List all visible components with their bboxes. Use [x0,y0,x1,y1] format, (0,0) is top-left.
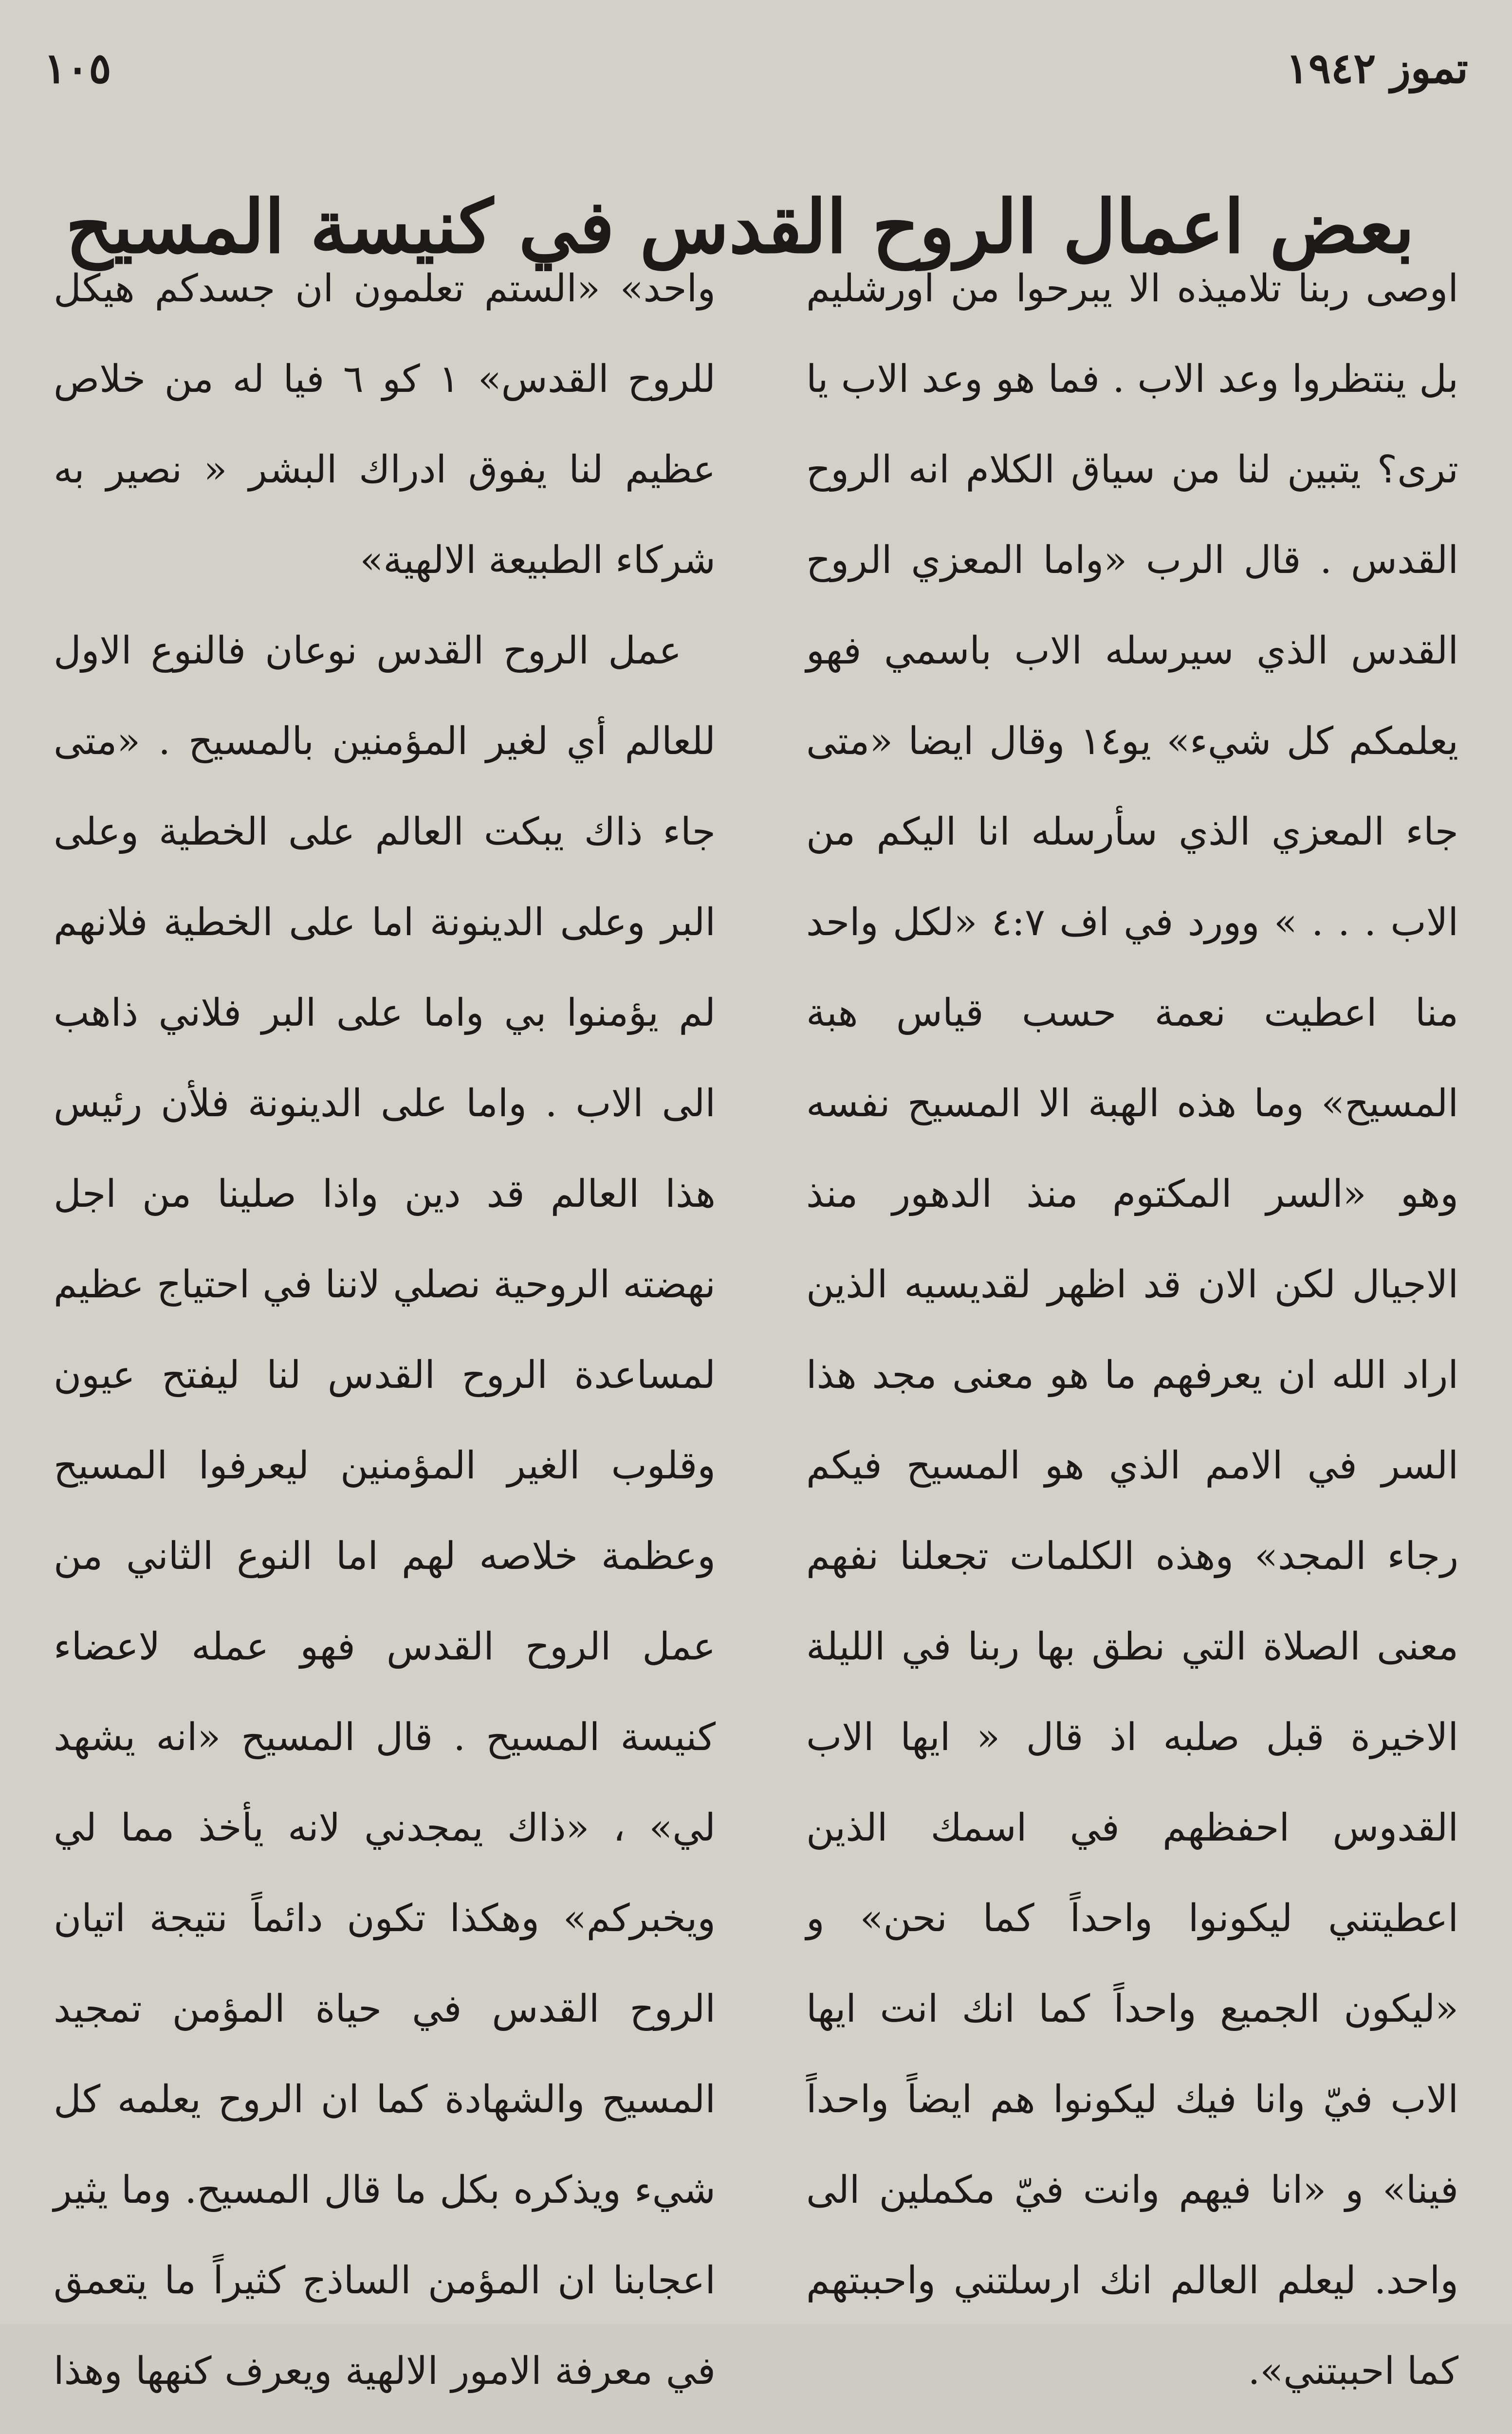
right-column [806,243,1458,2393]
issue-date: تموز ١٩٤٢ [1286,44,1468,93]
left-paragraph-1: واحد» «الستم تعلمون ان جسدكم هيكل للروح القدس» ١ كو ٦ فيا له من خلاص عظيم لنا يفوق ادراك البشر « نصير به شركاء الطبيعة الالهية» [54,267,716,582]
page-header [44,39,1468,117]
right-paragraph-1: اوصى ربنا تلاميذه الا يبرحوا من اورشليم بل ينتظروا وعد الاب . فما هو وعد الاب يا ترى؟ يتبين لنا من سياق الكلام انه الروح القدس . قال الرب «واما المعزي الروح القدس الذي سيرسله الاب باسمي فهو يعلمكم كل شيء» يو١٤ وقال ايضا «متى جاء المعزي الذي سأرسله انا اليكم من الاب . . . » وورد في اف ٤:٧ «لكل واحد منا اعطيت نعمة حسب قياس هبة المسيح» وما هذه الهبة الا المسيح نفسه وهو «السر المكتوم منذ الدهور منذ الاجيال لكن الان قد اظهر لقديسيه الذين اراد الله ان يعرفهم ما هو معنى مجد هذا السر في الامم الذي هو المسيح فيكم رجاء المجد» وهذه الكلمات تجعلنا نفهم معنى الصلاة التي نطق بها ربنا في الليلة الاخيرة قبل صلبه اذ قال « ايها الاب القدوس احفظهم في اسمك الذين اعطيتني ليكونوا واحداً كما نحن» و «ليكون الجميع واحداً كما انك انت ايها الاب فيّ وانا فيك ليكونوا هم ايضاً واحداً فينا» و «انا فيهم وانت فيّ مكملين الى واحد. ليعلم العالم انك ارسلتني واحببتهم كما احببتني». [806,267,1458,2393]
page-number: ١٠٥ [44,44,111,93]
left-column [54,243,716,2393]
right-paragraph-2 [806,2416,1458,2434]
article-title: بعض اعمال الروح القدس في كنيسة المسيح [65,184,1415,270]
left-paragraph-2: عمل الروح القدس نوعان فالنوع الاول للعالم أي لغير المؤمنين بالمسيح . «متى جاء ذاك يبكت العالم على الخطية وعلى البر وعلى الدينونة اما على الخطية فلانهم لم يؤمنوا بي واما على البر فلاني ذاهب الى الاب . واما على الدينونة فلأن رئيس هذا العالم قد دين واذا صلينا من اجل نهضته الروحية نصلي لاننا في احتياج عظيم لمساعدة الروح القدس لنا ليفتح عيون وقلوب الغير المؤمنين ليعرفوا المسيح وعظمة خلاصه لهم اما النوع الثاني من عمل الروح القدس فهو عمله لاعضاء كنيسة المسيح . قال المسيح «انه يشهد لي» ، «ذاك يمجدني لانه يأخذ مما لي ويخبركم» وهكذا تكون دائماً نتيجة اتيان الروح القدس في حياة المؤمن تمجيد المسيح والشهادة كما ان الروح يعلمه كل شيء ويذكره بكل ما قال المسيح. وما يثير اعجابنا ان المؤمن الساذج كثيراً ما يتعمق في معرفة الامور الالهية ويعرف كنهها وهذا [54,629,716,2393]
